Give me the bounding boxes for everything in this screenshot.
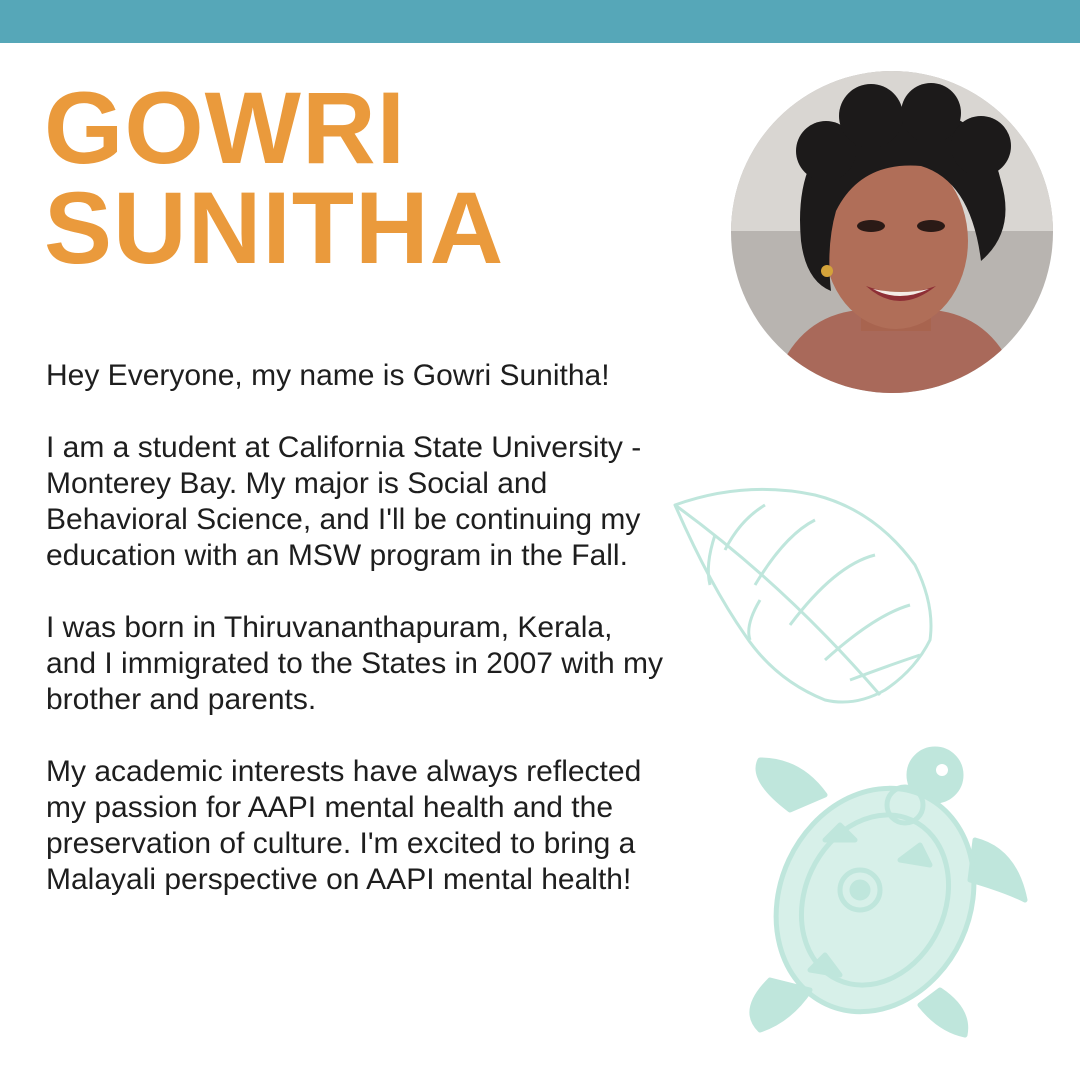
bio-paragraph: I am a student at California State University - Monterey Bay. My major is Social and Behavioral Science, and I'll be continuing my education with an MSW program in the Fall. bbox=[46, 431, 642, 572]
last-name: SUNITHA bbox=[44, 171, 505, 285]
monstera-leaf-icon bbox=[665, 475, 945, 720]
page-title bbox=[44, 71, 505, 285]
bio-paragraph: I was born in Thiruvananthapuram, Kerala, and I immigrated to the States in 2007 with my brother and parents. bbox=[46, 611, 663, 716]
tribal-turtle-icon bbox=[730, 740, 1030, 1045]
bio-text bbox=[46, 358, 666, 934]
profile-photo bbox=[731, 71, 1053, 393]
top-accent-bar bbox=[0, 0, 1080, 43]
first-name: GOWRI bbox=[44, 71, 406, 185]
bio-paragraph: My academic interests have always reflected my passion for AAPI mental health and the preservation of culture. I'm excited to bring a Malayali perspective on AAPI mental health! bbox=[46, 755, 642, 896]
bio-paragraph: Hey Everyone, my name is Gowri Sunitha! bbox=[46, 359, 610, 392]
